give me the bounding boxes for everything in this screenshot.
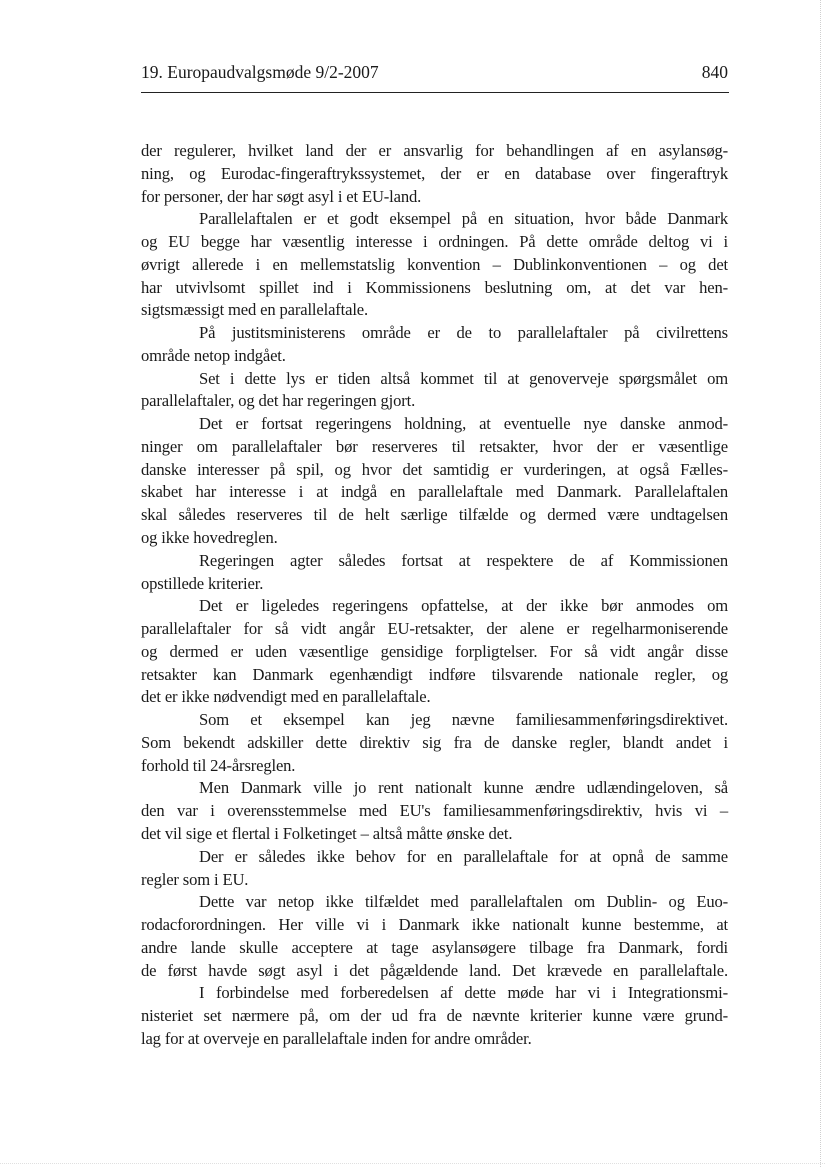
text-line: ninger om parallelaftaler bør reserveres til retsakter, hvor der er væsentlige <box>141 436 728 456</box>
scan-edge <box>820 0 821 1167</box>
scan-bottom-edge <box>0 1163 825 1164</box>
text-line: Set i dette lys er tiden altså kommet til at genoverveje spørgsmålet om <box>199 368 728 388</box>
text-line: Dette var netop ikke tilfældet med parallelaftalen om Dublin- og Euo- <box>199 892 728 912</box>
text-line: det vil sige et flertal i Folketinget – altså måtte ønske det. <box>141 823 513 843</box>
text-line: og ikke hovedreglen. <box>141 528 278 548</box>
body-text <box>141 140 728 1051</box>
text-line: rodacforordningen. Her ville vi i Danmark ikke nationalt kunne bestemme, at <box>141 915 728 935</box>
text-line: og dermed er uden væsentlige gensidige forpligtelser. For så vidt angår disse <box>141 641 728 661</box>
text-line: øvrigt allerede i en mellemstatslig konvention – Dublinkonventionen – og det <box>141 254 728 274</box>
text-line: for personer, der har søgt asyl i et EU-land. <box>141 186 422 206</box>
text-line: Parallelaftalen er et godt eksempel på en situation, hvor både Danmark <box>199 209 728 229</box>
text-line: der regulerer, hvilket land der er ansvarlig for behandlingen af en asylansøg- <box>141 141 728 160</box>
text-line: I forbindelse med forberedelsen af dette møde har vi i Integrationsmi- <box>199 983 728 1003</box>
text-line: Det er ligeledes regeringens opfattelse, at der ikke bør anmodes om <box>199 596 728 616</box>
page-number: 840 <box>701 62 728 82</box>
text-line: Men Danmark ville jo rent nationalt kunne ændre udlændingeloven, så <box>199 778 728 798</box>
text-line: retsakter kan Danmark egenhændigt indføre tilsvarende nationale regler, og <box>141 664 728 684</box>
text-line: lag for at overveje en parallelaftale inden for andre områder. <box>141 1028 532 1048</box>
text-line: skabet har interesse i at indgå en parallelaftale med Danmark. Parallelaftalen <box>141 482 728 502</box>
text-line: område netop indgået. <box>141 345 286 365</box>
text-line: Det er fortsat regeringens holdning, at eventuelle nye danske anmod- <box>199 414 728 434</box>
text-line: opstillede kriterier. <box>141 573 264 593</box>
text-line: På justitsministerens område er de to parallelaftaler på civilrettens <box>199 323 728 343</box>
text-line: Som et eksempel kan jeg nævne familiesammenføringsdirektivet. <box>199 710 728 730</box>
running-header <box>141 62 728 86</box>
text-line: ning, og Eurodac-fingeraftrykssystemet, der er en database over fingeraftryk <box>141 163 728 183</box>
text-line: forhold til 24-årsreglen. <box>141 755 296 775</box>
header-title: 19. Europaudvalgsmøde 9/2-2007 <box>141 62 379 82</box>
text-line: den var i overensstemmelse med EU's familiesammenføringsdirektiv, hvis vi – <box>141 801 728 821</box>
text-line: har utvivlsomt spillet ind i Kommissionens beslutning om, at det var hen- <box>141 277 728 297</box>
text-line: Som bekendt adskiller dette direktiv sig fra de danske regler, blandt andet i <box>141 732 728 752</box>
text-line: parallelaftaler for så vidt angår EU-retsakter, der alene er regelharmoniserende <box>141 619 728 639</box>
text-line: sigtsmæssigt med en parallelaftale. <box>141 300 369 320</box>
header-rule <box>141 92 729 93</box>
text-line: danske interesser på spil, og hvor det samtidig er vurderingen, at også Fælles- <box>141 459 728 479</box>
text-line: andre lande skulle acceptere at tage asylansøgere tilbage fra Danmark, fordi <box>141 937 728 957</box>
text-line: og EU begge har væsentlig interesse i ordningen. På dette område deltog vi i <box>141 232 728 252</box>
text-line: de først havde søgt asyl i det pågældende land. Det krævede en parallelaftale. <box>141 960 728 980</box>
text-line: Der er således ikke behov for en parallelaftale for at opnå de samme <box>199 846 728 866</box>
text-line: nisteriet set nærmere på, om der ud fra de nævnte kriterier kunne være grund- <box>141 1006 728 1026</box>
text-line: skal således reserveres til de helt særlige tilfælde og dermed være undtagelsen <box>141 505 728 525</box>
text-line: det er ikke nødvendigt med en parallelaftale. <box>141 687 431 707</box>
text-line: regler som i EU. <box>141 869 249 889</box>
text-line: Regeringen agter således fortsat at respektere de af Kommissionen <box>199 550 728 570</box>
text-line: parallelaftaler, og det har regeringen gjort. <box>141 391 416 411</box>
